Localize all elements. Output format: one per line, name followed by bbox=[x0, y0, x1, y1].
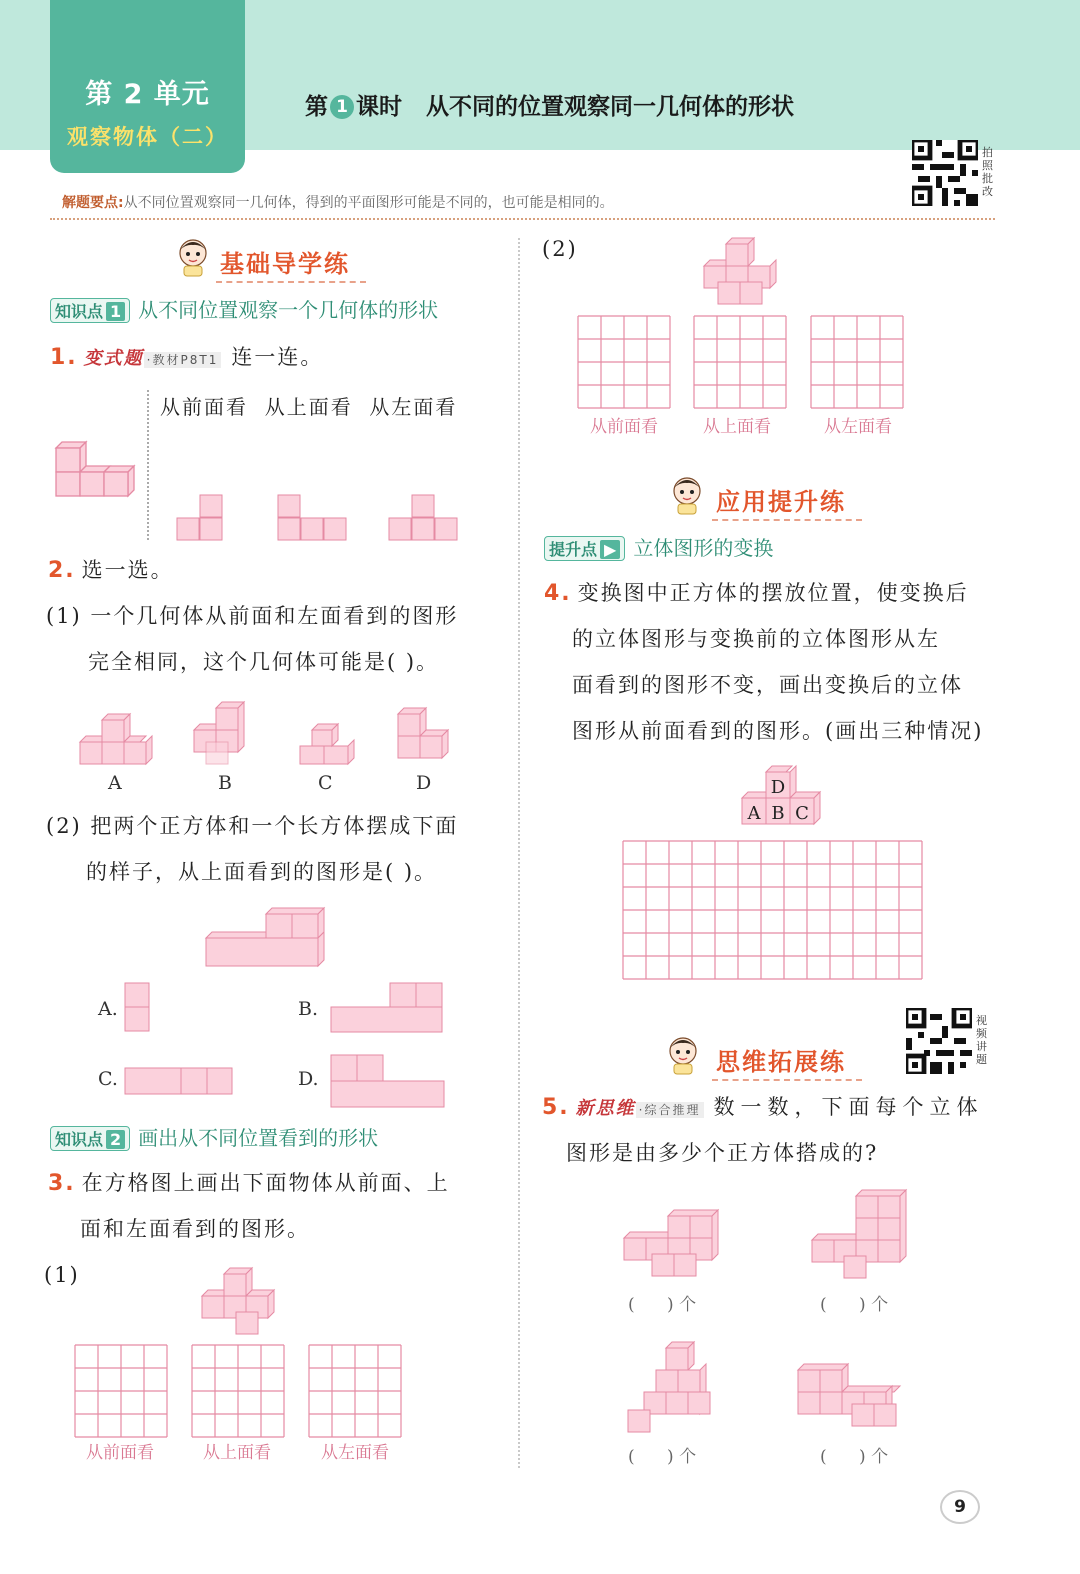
knowledge-point-2 bbox=[50, 1122, 378, 1151]
q2-option-a-label[interactable]: A bbox=[108, 772, 122, 794]
lesson-number: 1 bbox=[330, 95, 354, 119]
q3-line1: 在方格图上画出下面物体从前面、上 bbox=[81, 1171, 450, 1195]
up-tag-text: 提升点 bbox=[549, 540, 598, 559]
q2-p2-option-d-label[interactable]: D. bbox=[298, 1068, 319, 1090]
q3-p2-grid-left[interactable] bbox=[810, 315, 904, 409]
q2-p2-option-c-figure bbox=[124, 1066, 234, 1096]
section-apply-title: 应用提升练 bbox=[712, 482, 862, 521]
q2-number: 2. bbox=[48, 558, 76, 583]
q1-view-b bbox=[277, 494, 349, 542]
qr-code-icon[interactable] bbox=[906, 1008, 972, 1074]
question-4 bbox=[544, 570, 969, 617]
q5-tag: 新思维 bbox=[575, 1098, 636, 1119]
arrow-right-icon: ▶ bbox=[600, 540, 620, 559]
question-5 bbox=[542, 1084, 984, 1133]
column-divider bbox=[518, 238, 520, 1468]
kp1-tag bbox=[50, 298, 130, 323]
q2-p2-option-b-figure bbox=[330, 982, 444, 1034]
q2-p2-option-d-figure bbox=[330, 1054, 446, 1110]
q2-option-d-figure bbox=[396, 706, 456, 768]
question-2 bbox=[48, 547, 174, 594]
q3-p2-label-front: 从前面看 bbox=[590, 417, 658, 437]
q2-part2-line1: (2) 把两个正方体和一个长方体摆成下面 bbox=[46, 814, 459, 838]
q3-p1-label-left: 从左面看 bbox=[321, 1443, 389, 1463]
q1-tag: 变式题 bbox=[83, 348, 144, 369]
q3-part1-label: (1) bbox=[44, 1263, 80, 1287]
kid-mascot-icon bbox=[666, 474, 708, 516]
q3-p2-label-top: 从上面看 bbox=[703, 417, 771, 437]
tip-text: 从不同位置观察同一几何体，得到的平面图形可能是不同的，也可能是相同的。 bbox=[123, 195, 614, 211]
kp2-text: 画出从不同位置看到的形状 bbox=[138, 1126, 379, 1150]
q5-figure-1 bbox=[622, 1208, 724, 1284]
q5-tag-source: ·综合推理 bbox=[636, 1102, 704, 1118]
q3-p1-label-top: 从上面看 bbox=[203, 1443, 271, 1463]
lesson-title bbox=[305, 88, 794, 121]
q2-p2-option-c-label[interactable]: C. bbox=[98, 1068, 118, 1090]
q2-p2-option-b-label[interactable]: B. bbox=[298, 998, 319, 1020]
q1-divider bbox=[147, 390, 149, 540]
unit-subtitle: 观察物体（二） bbox=[67, 125, 228, 149]
tip-label: 解题要点: bbox=[62, 195, 124, 211]
knowledge-point-1 bbox=[50, 294, 438, 323]
question-3 bbox=[48, 1160, 450, 1207]
q4-line4: 图形从前面看到的图形。(画出三种情况) bbox=[572, 719, 984, 743]
q4-line3: 面看到的图形不变，画出变换后的立体 bbox=[572, 673, 963, 697]
tip-box bbox=[50, 186, 995, 220]
q5-answer-4[interactable]: ( ) 个 bbox=[820, 1447, 889, 1467]
q2-part2-line2: 的样子，从上面看到的图形是( )。 bbox=[86, 860, 438, 884]
cube-label-c: C bbox=[795, 803, 809, 824]
q4-line1: 变换图中正方体的摆放位置，使变换后 bbox=[577, 581, 969, 605]
q3-p2-grid-top[interactable] bbox=[693, 315, 787, 409]
section-basic-title: 基础导学练 bbox=[216, 244, 366, 283]
q4-line2: 的立体图形与变换前的立体图形从左 bbox=[572, 627, 940, 651]
lesson-topic: 从不同的位置观察同一几何体的形状 bbox=[426, 94, 795, 120]
q5-figure-2 bbox=[810, 1188, 912, 1284]
kp1-tag-num: 1 bbox=[106, 302, 125, 321]
kp1-tag-text: 知识点 bbox=[55, 302, 104, 321]
q1-tag-source: ·教材P8T1 bbox=[144, 352, 222, 368]
up-tag bbox=[544, 536, 625, 561]
q4-cube-figure bbox=[740, 764, 824, 826]
q5-answer-3[interactable]: ( ) 个 bbox=[628, 1447, 697, 1467]
q4-number: 4. bbox=[544, 581, 572, 606]
q1-view-labels: 从前面看 从上面看 从左面看 bbox=[160, 395, 458, 419]
q2-option-a-figure bbox=[78, 710, 158, 768]
cube-label-a: A bbox=[747, 803, 761, 824]
q3-part2-label: (2) bbox=[542, 237, 578, 261]
q3-p1-label-front: 从前面看 bbox=[86, 1443, 154, 1463]
q2-option-c-figure bbox=[298, 722, 356, 768]
q1-text: 连一连。 bbox=[231, 345, 324, 369]
q5-figure-4 bbox=[796, 1360, 906, 1428]
q3-p1-grid-left[interactable] bbox=[308, 1344, 402, 1438]
section-think-title: 思维拓展练 bbox=[712, 1042, 862, 1081]
qr-caption-1: 拍照批改 bbox=[982, 146, 993, 198]
q5-figure-3 bbox=[626, 1340, 720, 1436]
q5-number: 5. bbox=[542, 1095, 570, 1120]
kp2-tag bbox=[50, 1126, 130, 1151]
q1-number: 1. bbox=[50, 345, 78, 370]
q3-line2: 面和左面看到的图形。 bbox=[80, 1217, 310, 1241]
kp2-tag-text: 知识点 bbox=[55, 1130, 104, 1149]
up-text: 立体图形的变换 bbox=[633, 536, 774, 560]
q3-part1-figure bbox=[200, 1266, 282, 1338]
qr-caption-2: 视频讲题 bbox=[976, 1014, 987, 1066]
kp2-tag-num: 2 bbox=[106, 1130, 125, 1149]
kp1-text: 从不同位置观察一个几何体的形状 bbox=[138, 298, 439, 322]
q5-answer-2[interactable]: ( ) 个 bbox=[820, 1295, 889, 1315]
lesson-prefix: 第 bbox=[305, 94, 328, 120]
q2-part2-figure bbox=[204, 904, 330, 970]
question-1 bbox=[50, 334, 323, 383]
q1-view-c bbox=[388, 494, 460, 542]
cube-label-b: B bbox=[771, 803, 785, 824]
unit-badge bbox=[50, 0, 245, 173]
lesson-suffix: 课时 bbox=[356, 94, 402, 120]
q2-p2-option-a-label[interactable]: A. bbox=[98, 998, 118, 1020]
q2-part1-line1: (1) 一个几何体从前面和左面看到的图形 bbox=[46, 604, 459, 628]
q3-p2-grid-front[interactable] bbox=[577, 315, 671, 409]
q2-p2-option-a-figure bbox=[124, 982, 152, 1034]
q1-view-a bbox=[176, 494, 224, 542]
kid-mascot-icon bbox=[172, 236, 214, 278]
cube-label-d: D bbox=[770, 777, 786, 798]
q2-option-d-label[interactable]: D bbox=[416, 772, 432, 794]
q1-solid-figure bbox=[54, 438, 136, 500]
q2-option-b-figure bbox=[192, 700, 250, 768]
q5-line2: 图形是由多少个正方体搭成的? bbox=[566, 1141, 879, 1165]
kid-mascot-icon bbox=[662, 1034, 704, 1076]
q5-answer-1[interactable]: ( ) 个 bbox=[628, 1295, 697, 1315]
page-number: 9 bbox=[940, 1490, 980, 1524]
q4-grid-lines[interactable] bbox=[622, 840, 923, 980]
q3-p2-label-left: 从左面看 bbox=[824, 417, 892, 437]
upgrade-point bbox=[544, 532, 773, 561]
q2-part1-line2: 完全相同，这个几何体可能是( )。 bbox=[88, 650, 440, 674]
q3-p1-grid-front[interactable] bbox=[74, 1344, 168, 1438]
q3-number: 3. bbox=[48, 1171, 76, 1196]
q3-part2-figure bbox=[702, 236, 782, 308]
q2-option-b-label[interactable]: B bbox=[218, 772, 232, 794]
unit-title: 第 2 单元 bbox=[85, 79, 210, 110]
q2-option-c-label[interactable]: C bbox=[318, 772, 333, 794]
q5-line1: 数一数，下面每个立体 bbox=[713, 1095, 984, 1119]
q2-text: 选一选。 bbox=[81, 558, 174, 582]
q3-p1-grid-top[interactable] bbox=[191, 1344, 285, 1438]
